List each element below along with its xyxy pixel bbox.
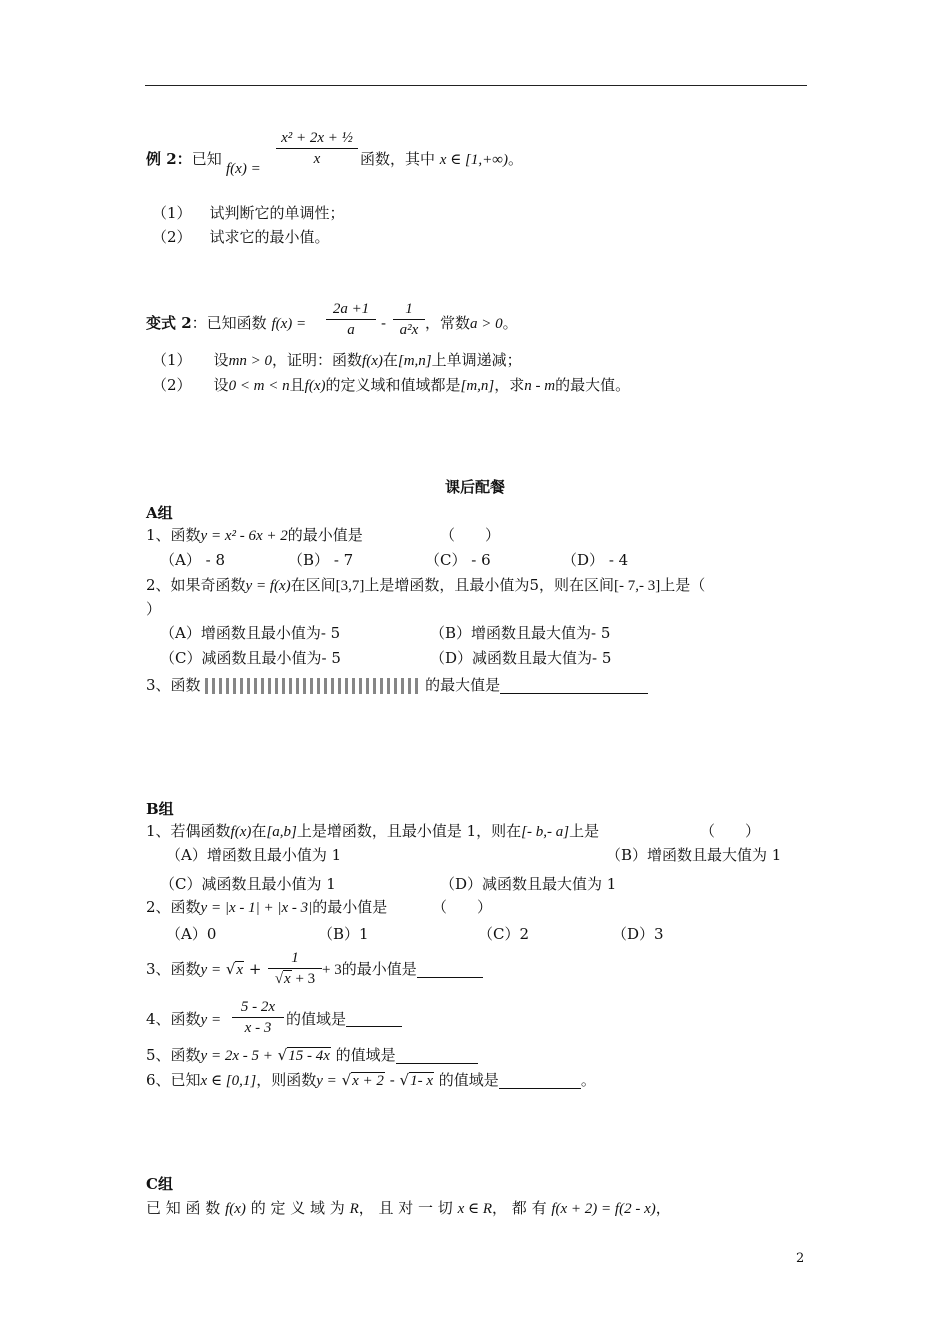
groupA-q2-close: ） [146, 600, 162, 618]
groupB-q1: 1、若偶函数f(x)在[a,b]上是增函数，且最小值是 1，则在[- b,- a]上是 [146, 822, 600, 840]
groupB-q2-optC: （C）2 [478, 925, 530, 943]
groupB-q3-fraction: $\frac{1}{√x + 3}$ [268, 950, 322, 989]
groupB-q1-optD: （D）减函数且最大值为 1 [440, 875, 617, 893]
variant2-lead: 变式 2：已知函数 f(x) = [146, 314, 307, 332]
groupB-q1-paren: （ ） [700, 822, 761, 840]
variant2-q2: （2） 设0 < m < n且f(x)的定义域和值域都是[m,n]，求n - m的最大值。 [152, 376, 631, 394]
variant2-fraction1: $\frac{2a +1}{a}$ [326, 301, 376, 340]
groupB-q3-tail: + 3的最小值是 [322, 962, 483, 978]
groupA-q2-optD: （D）减函数且最大值为- 5 [430, 649, 612, 667]
groupB-q4-lead: 4、函数y = [146, 1010, 222, 1028]
example2-func: f(x) = [226, 161, 261, 177]
groupB-q2-paren: （ ） [432, 898, 493, 916]
answer-blank[interactable] [499, 1074, 581, 1089]
groupC-text: 已 知 函 数 f(x) 的 定 义 域 为 R， 且 对 一 切 x ∈ R， 都 有 f(x + 2) = f(2 - x)， [146, 1199, 671, 1217]
variant2-q1: （1） 设mn > 0，证明：函数f(x)在[m,n]上单调递减； [152, 351, 522, 369]
groupB-title: B组 [146, 800, 174, 818]
groupA-q2-optB: （B）增函数且最大值为- 5 [430, 624, 611, 642]
groupA-q3: 3、函数 的最大值是 [146, 678, 648, 694]
variant2-label: 变式 2 [146, 314, 192, 332]
garbled-formula-image [205, 678, 420, 694]
groupA-q1-paren: （ ） [440, 526, 501, 544]
page-number: 2 [796, 1251, 805, 1266]
answer-blank[interactable] [396, 1049, 478, 1064]
variant2-minus: - [381, 314, 387, 332]
groupB-q2-optA: （A）0 [166, 925, 217, 943]
example2-fraction: $\frac{\text{x² + 2x + ½}}{x}$ [276, 130, 358, 169]
example2-q1: （1） 试判断它的单调性； [152, 204, 345, 222]
answer-blank[interactable] [346, 1012, 402, 1027]
groupB-q4-tail: 的值域是 [286, 1012, 402, 1027]
answer-blank[interactable] [417, 963, 483, 978]
groupA-q1-optB: （B） - 7 [288, 551, 354, 569]
groupB-q1-optC: （C）减函数且最小值为 1 [160, 875, 336, 893]
groupA-q2-optC: （C）减函数且最小值为- 5 [160, 649, 341, 667]
groupA-q2-optA: （A）增函数且最小值为- 5 [160, 624, 341, 642]
groupA-q2: 2、如果奇函数y = f(x)在区间[3,7]上是增函数，且最小值为5，则在区间[- 7,- 3]上是（ [146, 576, 706, 594]
groupB-q2-optD: （D）3 [612, 925, 664, 943]
variant2-fraction2: $\frac{1}{\text{a²x}}$ [393, 301, 425, 340]
groupB-q2-optB: （B）1 [318, 925, 369, 943]
example2-label: 例 2 [146, 150, 177, 168]
groupB-q5: 5、函数y = 2x - 5 + √15 - 4x 的值域是 [146, 1048, 478, 1064]
groupA-title: A组 [146, 504, 173, 522]
groupB-q1-optA: （A）增函数且最小值为 1 [166, 846, 342, 864]
groupA-q1-optC: （C） - 6 [425, 551, 491, 569]
groupB-q4-fraction: $\frac{5 - 2x}{x - 3}$ [232, 999, 284, 1038]
groupC-title: C组 [146, 1175, 173, 1193]
groupB-q3-lead: 3、函数y = √x + [146, 960, 262, 978]
groupB-q6: 6、已知x ∈ [0,1]，则函数y = √x + 2 - √1- x 的值域是 。 [146, 1071, 596, 1089]
groupB-q1-optB: （B）增函数且最大值为 1 [606, 846, 782, 864]
groupB-q2: 2、函数y = |x - 1| + |x - 3|的最小值是 [146, 898, 388, 916]
variant2-after: ，常数a > 0。 [425, 314, 518, 332]
groupA-q1-optA: （A） - 8 [160, 551, 226, 569]
groupA-q1: 1、函数y = x² - 6x + 2的最小值是 [146, 526, 363, 544]
header-rule [145, 85, 807, 86]
homework-title: 课后配餐 [444, 478, 505, 496]
example2-after: 函数，其中 x ∈ [1,+∞)。 [360, 150, 523, 168]
example2-q2: （2） 试求它的最小值。 [152, 228, 330, 246]
groupA-q1-optD: （D） - 4 [562, 551, 629, 569]
example2-line: 例 2：已知 [146, 150, 222, 168]
answer-blank[interactable] [500, 679, 648, 694]
